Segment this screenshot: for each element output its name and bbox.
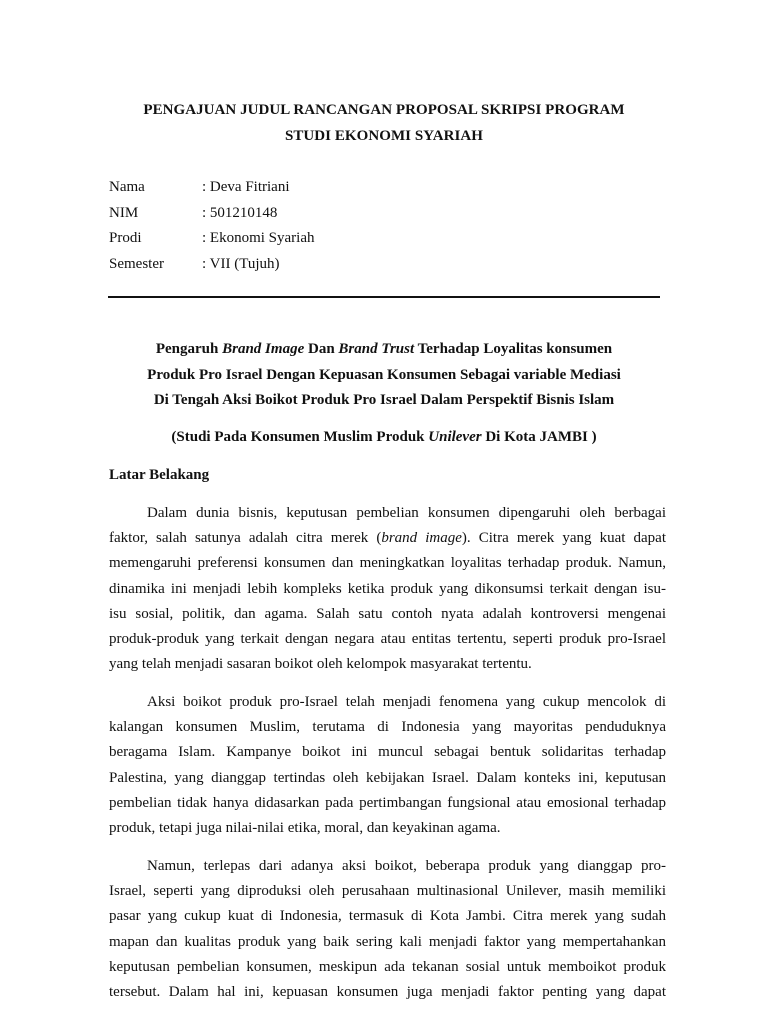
paragraph-line: Israel, seperti yang diproduksi oleh perusahaan multinasional Unilever, masih memiliki <box>109 883 666 900</box>
paragraph-line: dinamika ini menjadi lebih kompleks ketika produk yang dikonsumsi terkait dengan isu- <box>109 580 666 597</box>
paragraph-line: mapan dan kualitas produk yang baik sering kali menjadi faktor yang mempertahankan <box>109 933 666 950</box>
paragraph-text: faktor, salah satunya adalah citra merek ( <box>109 530 382 547</box>
student-nim-value: : 501210148 <box>202 204 278 221</box>
student-semester-row <box>109 252 315 278</box>
horizontal-divider <box>108 296 660 298</box>
paragraph-line: produk, tetapi juga nilai-nilai etika, moral, dan keyakinan agama. <box>109 819 501 836</box>
paragraph-brand-image: brand image <box>381 530 462 547</box>
student-semester-label: Semester <box>109 255 164 272</box>
student-semester-value: : VII (Tujuh) <box>202 255 280 272</box>
student-nim-label: NIM <box>109 204 139 221</box>
paragraph-line: pasar yang cukup kuat di Indonesia, termasuk di Kota Jambi. Citra merek yang sudah <box>109 908 666 925</box>
paragraph-line: tersebut. Dalam hal ini, kepuasan konsumen juga menjadi faktor penting yang dapat <box>109 983 666 1000</box>
page-title-line-1: PENGAJUAN JUDUL RANCANGAN PROPOSAL SKRIPSI PROGRAM <box>143 102 625 118</box>
student-info <box>109 175 315 277</box>
paragraph-1 <box>109 501 666 677</box>
research-title-line-2: Produk Pro Israel Dengan Kepuasan Konsumen Sebagai variable Mediasi <box>147 366 621 383</box>
paragraph-line: isu sosial, politik, dan agama. Salah satu contoh nyata adalah kontroversi mengenai <box>109 605 666 622</box>
paragraph-line: kalangan konsumen Muslim, terutama di Indonesia yang mayoritas penduduknya <box>109 719 666 736</box>
section-heading: Latar Belakang <box>109 467 210 483</box>
paragraph-line: beragama Islam. Kampanye boikot ini muncul sebagai bentuk solidaritas terhadap <box>109 744 666 761</box>
research-title-line-1 <box>108 337 660 363</box>
page-title-line-2: STUDI EKONOMI SYARIAH <box>284 128 484 144</box>
research-title-line-3: Di Tengah Aksi Boikot Produk Pro Israel Dalam Perspektif Bisnis Islam <box>153 392 615 408</box>
study-note-text: (Studi Pada Konsumen Muslim Produk <box>171 429 429 445</box>
paragraph-line: memengaruhi preferensi konsumen dan meningkatkan loyalitas terhadap produk. Namun, <box>109 555 666 572</box>
research-title-brand-image: Brand Image <box>222 341 305 357</box>
student-nim-row <box>109 201 315 227</box>
paragraph-line: Palestina, yang dianggap tertindas oleh kebijakan Israel. Dalam konteks ini, keputusan <box>109 769 666 786</box>
paragraph-line: Aksi boikot produk pro-Israel telah menjadi fenomena yang cukup mencolok di <box>147 694 666 710</box>
research-title-text: Pengaruh <box>155 341 223 357</box>
paragraph-3 <box>109 854 666 1005</box>
paragraph-2 <box>109 690 666 841</box>
research-title-brand-trust: Brand Trust <box>338 341 415 357</box>
paragraph-text: ). Citra merek yang kuat dapat <box>461 530 666 547</box>
study-note <box>108 425 660 450</box>
student-prodi-row <box>109 226 315 252</box>
research-title-text: Terhadap Loyalitas konsumen <box>414 341 613 357</box>
paragraph-line: produk-produk yang terkait dengan negara atau entitas tertentu, seperti produk pro-Israel <box>109 630 666 647</box>
paragraph-line: yang telah menjadi sasaran boikot oleh kelompok masyarakat tertentu. <box>109 656 532 673</box>
page-title <box>108 97 660 149</box>
paragraph-line: Namun, terlepas dari adanya aksi boikot, beberapa produk yang dianggap pro- <box>147 858 666 874</box>
study-note-unilever: Unilever <box>428 429 482 445</box>
research-title-text: Dan <box>304 341 339 357</box>
student-name-value: : Deva Fitriani <box>202 179 290 195</box>
student-prodi-label: Prodi <box>109 230 142 246</box>
paragraph-line: keputusan pembelian konsumen, meskipun ada tekanan sosial untuk memboikot produk <box>109 958 666 975</box>
student-name-label: Nama <box>109 179 145 195</box>
student-prodi-value: : Ekonomi Syariah <box>202 230 315 246</box>
study-note-text: Di Kota JAMBI ) <box>481 429 597 445</box>
paragraph-line <box>109 526 666 551</box>
research-title <box>108 337 660 414</box>
paragraph-line: Dalam dunia bisnis, keputusan pembelian konsumen dipengaruhi oleh berbagai <box>147 505 666 521</box>
paragraph-line: pembelian tidak hanya didasarkan pada pertimbangan fungsional atau emosional terhadap <box>109 794 666 811</box>
student-name-row <box>109 175 315 201</box>
